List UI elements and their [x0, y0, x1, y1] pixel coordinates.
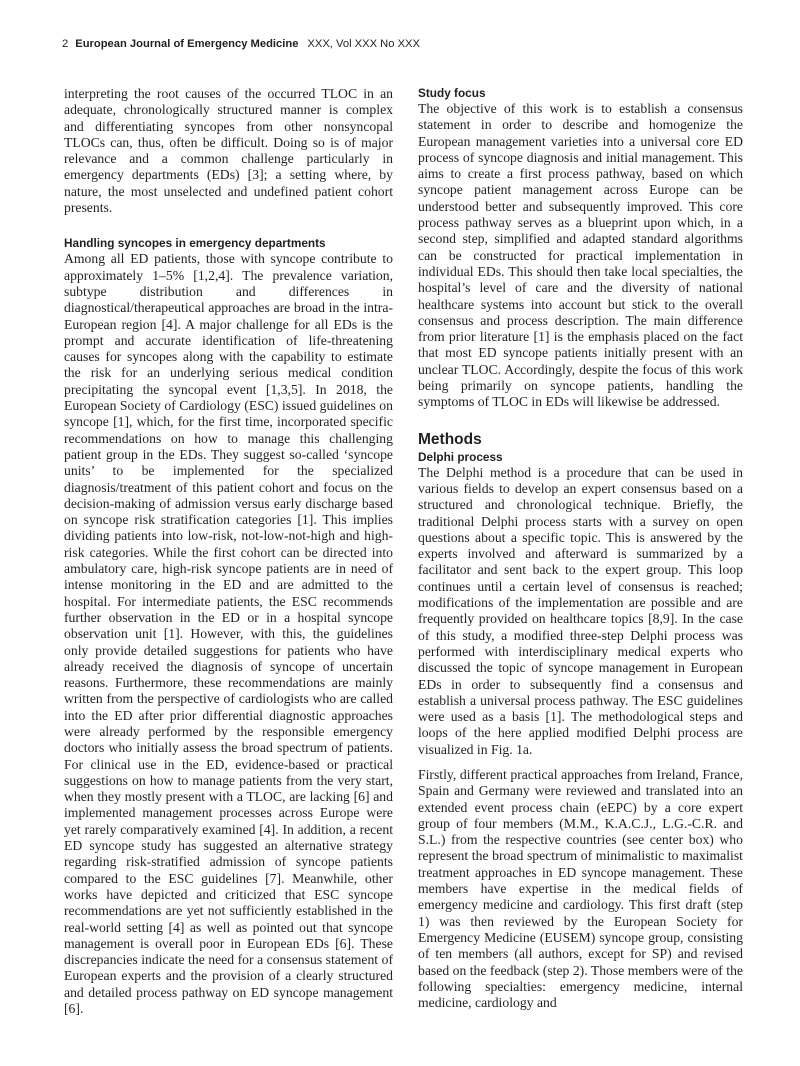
- study-focus-paragraph: The objective of this work is to establish a consensus statement in order to describe and homogenize the European management varieties into a universal core ED process of syncope diagnosis and initial management. This aims to create a first process pathway, based on which syncope patient management across Europe can be understood better and subsequently improved. This core process pathway serves as a blueprint upon which, in a second step, simplified and adapted standard algorithms can be constructed for practical implementation in individual EDs. This should then take local specialties, the hospital’s level of care and the diversity of national healthcare systems into account but stick to the overall consensus and process description. The main difference from prior literature [1] is the emphasis placed on the fact that most ED syncope patients initially present with an unclear TLOC. Accordingly, despite the focus of this work being primarily on syncope patients, handling the symptoms of TLOC in EDs will likewise be addressed.: [418, 101, 743, 410]
- handling-syncopes-paragraph: Among all ED patients, those with syncope contribute to approximately 1–5% [1,2,4]. The prevalence variation, subtype distribution and differences in diagnostical/therapeutical approaches are broad in the intra-European region [4]. A major challenge for all EDs is the prompt and accurate identification of life-threatening causes for syncopes along with the capability to estimate the risk for an underlying serious medical condition precipitating the syncopal event [1,3,5]. In 2018, the European Society of Cardiology (ESC) issued guidelines on syncope [1], which, for the first time, incorporated specific recommendations on how to manage this challenging patient group in the EDs. They suggest so-called ‘syncope units’ to be implemented for the specialized diagnosis/treatment of this patient cohort and focus on the decision-making of admission versus early discharge based on syncope risk stratification categories [1]. This implies dividing patients into low-risk, not-low-not-high and high-risk categories. While the first cohort can be directed into ambulatory care, high-risk syncope patients are in need of intense monitoring in the ED and are admitted to the hospital. For intermediate patients, the ESC recommends further observation in the ED or in a hospital syncope observation unit [1]. However, with this, the guidelines only provide detailed suggestions for patients who have already received the diagnosis of syncope of uncertain reasons. Furthermore, these recommendations are mainly written from the perspective of cardiologists who are called into the ED after prior differential diagnostic approaches were already performed by the responsible emergency doctors who initially assess the broad spectrum of patients. For clinical use in the ED, evidence-based or practical suggestions on how to manage patients from the very start, when they mostly present with a TLOC, are lacking [6] and implemented management processes across Europe were yet rarely comparatively examined [4]. In addition, a recent ED syncope study has suggested an alternative strategy regarding risk-stratified admission of syncope patients compared to the ESC guidelines [7]. Meanwhile, other works have depicted and criticized that ESC syncope recommendations are yet not sufficiently established in the real-world setting [4] as well as pointed out that syncope management is overall poor in European EDs [6]. These discrepancies indicate the need for a consensus statement of European experts and the provision of a clearly structured and detailed process pathway on ED syncope management [6].: [64, 251, 393, 1017]
- running-header: [62, 38, 420, 50]
- subsection-heading-delphi: Delphi process: [418, 449, 503, 464]
- section-heading-methods: Methods: [418, 430, 482, 448]
- volume-info: XXX, Vol XXX No XXX: [307, 38, 420, 50]
- page-number: 2: [62, 38, 69, 50]
- left-column: [64, 86, 393, 1017]
- section-heading-handling-syncopes: Handling syncopes in emergency departments: [64, 236, 326, 251]
- firstly-paragraph: Firstly, different practical approaches from Ireland, France, Spain and Germany were reviewed and translated into an extended event process chain (eEPC) by a core expert group of four members (M.M., K.A.C.J., L.G.-C.R. and S.L.) from the respective countries (see center box) who represent the broad spectrum of minimalistic to maximalist treatment approaches in ED syncope management. These members have expertise in the medical fields of emergency medicine and cardiology. This first draft (step 1) was then reviewed by the European Society for Emergency Medicine (EUSEM) syncope group, consisting of ten members (all authors, except for SP) and revised based on the feedback (step 2). Those members were of the following specialties: emergency medicine, internal medicine, cardiology and: [418, 766, 743, 1011]
- intro-paragraph: interpreting the root causes of the occurred TLOC in an adequate, chronologically structured manner is complex and differentiating syncopes from other nonsyncopal TLOCs can, thus, often be difficult. Doing so is of major relevance and a common challenge particularly in emergency departments (EDs) [3]; a setting where, by nature, the most unselected and undefined patient cohort presents.: [64, 86, 393, 216]
- journal-title: European Journal of Emergency Medicine: [75, 38, 299, 50]
- delphi-paragraph: The Delphi method is a procedure that can be used in various fields to develop an expert consensus based on a structured and chronological technique. Briefly, the traditional Delphi process starts with a survey on open questions about a specific topic. This is answered by the experts involved and afterward is summarized by a facilitator and sent back to the expert group. This loop continues until a certain level of consensus is reached; modifications of the implementation are possible and are frequently provided on healthcare topics [8,9]. In the case of this study, a modified three-step Delphi process was performed with interdisciplinary medical experts who discussed the topic of syncope management in European EDs in order to subsequently find a consensus and establish a universal process pathway. The ESC guidelines were used as a basis [1]. The methodological steps and loops of the here applied modified Delphi process are visualized in Fig. 1a.: [418, 464, 743, 757]
- right-column: [418, 86, 743, 1011]
- section-heading-study-focus: Study focus: [418, 86, 486, 100]
